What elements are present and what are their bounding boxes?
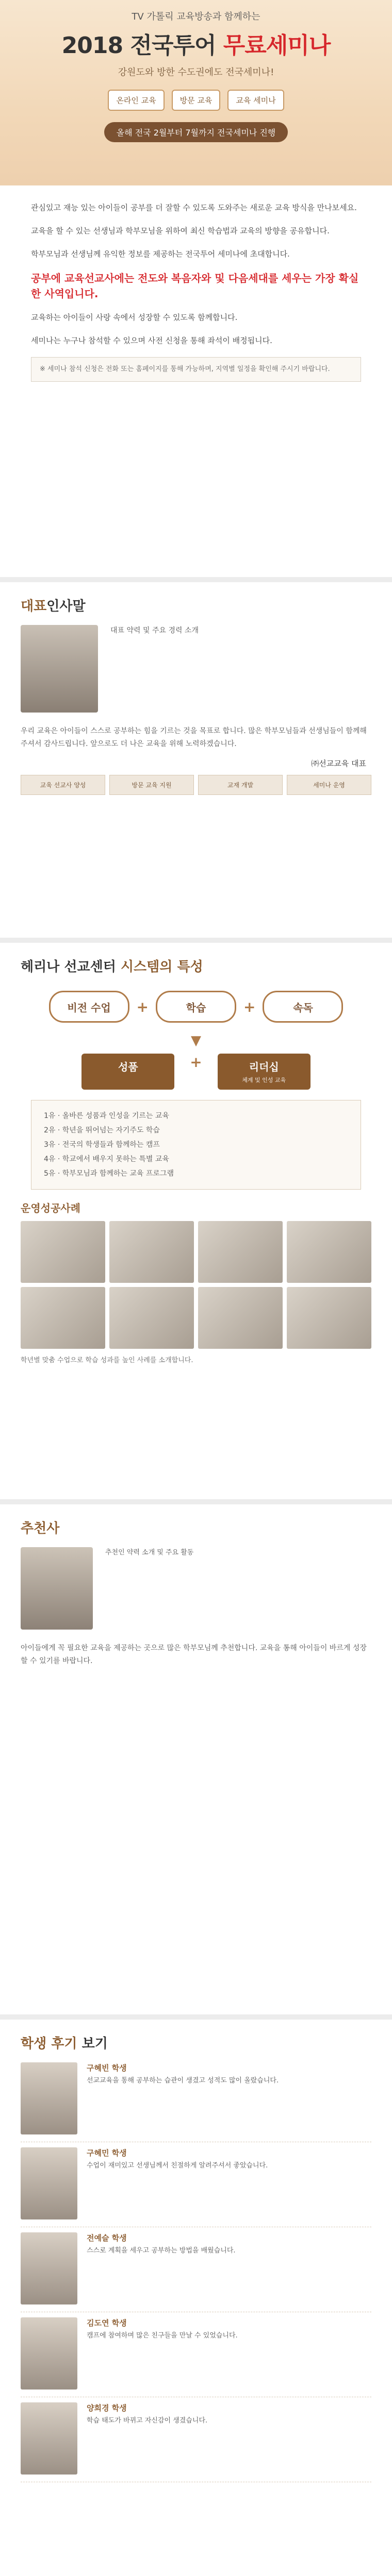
ceo-body: 우리 교육은 아이들이 스스로 공부하는 힘을 기르는 것을 목표로 합니다. 많은 학부모님들과 선생님들이 함께해 주셔서 감사드립니다. 앞으로도 더 나은 교육을 위해 노력하겠습니다. <box>21 727 367 748</box>
ceo-grid-item: 교재 개발 <box>198 775 283 795</box>
system-list-item: 5유 · 학부모님과 함께하는 교육 프로그램 <box>44 1170 174 1178</box>
system-step: 비전 수업 <box>49 991 129 1023</box>
process-photo <box>21 1287 105 1349</box>
recommendation-heading: 추천사 <box>21 1521 60 1536</box>
review-photo <box>21 2147 77 2219</box>
system-step: 학습 <box>156 991 236 1023</box>
process-photo <box>109 1287 194 1349</box>
system-step-secondary-sub: 체계 및 인성 교육 <box>242 1077 286 1083</box>
system-step-secondary-label: 성품 <box>118 1061 138 1073</box>
review-photo <box>21 2062 77 2134</box>
review-text: 선교교육을 통해 공부하는 습관이 생겼고 성적도 많이 올랐습니다. <box>87 2077 279 2084</box>
review-item <box>21 2147 371 2227</box>
intro-paragraph: 관심있고 재능 있는 아이들이 공부를 더 잘할 수 있도록 도와주는 새로운 교육 방식을 만나보세요. <box>31 203 357 212</box>
intro-section <box>0 185 392 577</box>
process-photo <box>287 1221 371 1283</box>
ceo-grid-item: 방문 교육 지원 <box>109 775 194 795</box>
process-desc: 학년별 맞춤 수업으로 학습 성과를 높인 사례를 소개합니다. <box>21 1357 193 1364</box>
ceo-row <box>0 620 392 718</box>
ceo-profile: 대표 약력 및 주요 경력 소개 <box>110 626 199 635</box>
system-section <box>0 943 392 1499</box>
ceo-heading <box>0 582 392 620</box>
system-step-secondary <box>218 1054 311 1090</box>
section-divider <box>0 2014 392 2020</box>
ceo-section <box>0 582 392 938</box>
intro-note-box: ※ 세미나 참석 신청은 전화 또는 홈페이지를 통해 가능하며, 지역별 일정을 확인해 주시기 바랍니다. <box>31 357 361 382</box>
hero-badge: 올해 전국 2월부터 7월까지 전국세미나 진행 <box>104 122 288 142</box>
process-photo <box>109 1221 194 1283</box>
reviews-heading-a: 학생 후기 <box>21 2036 77 2052</box>
arrow-down-icon: ▼ <box>191 1033 201 1048</box>
intro-paragraph: 교육하는 아이들이 사랑 속에서 성장할 수 있도록 함께합니다. <box>31 313 238 322</box>
plus-icon: + <box>243 998 256 1015</box>
ceo-heading-a: 대표 <box>21 599 47 614</box>
system-list-item: 2유 · 학년을 뛰어넘는 자기주도 학습 <box>44 1126 160 1134</box>
system-list-item: 1유 · 올바른 성품과 인성을 기르는 교육 <box>44 1112 169 1120</box>
review-item <box>21 2232 371 2312</box>
recommender-info: 추천인 약력 소개 및 주요 활동 <box>105 1549 194 1556</box>
system-step: 속독 <box>263 991 343 1023</box>
review-text: 스스로 계획을 세우고 공부하는 방법을 배웠습니다. <box>87 2247 236 2255</box>
ceo-grid <box>0 769 392 801</box>
section-divider <box>0 1499 392 1504</box>
system-step-secondary <box>81 1054 174 1090</box>
reviews-heading <box>0 2020 392 2057</box>
review-item <box>21 2062 371 2142</box>
system-step-secondary-label: 리더십 <box>249 1061 279 1073</box>
process-photo <box>198 1287 283 1349</box>
hero-subtitle: 강원도와 방한 수도권에도 전국세미나! <box>118 67 274 78</box>
hero-top-text: TV 가톨릭 교육방송과 함께하는 <box>132 11 260 22</box>
review-name: 양희경 학생 <box>87 2403 127 2413</box>
recommendation-body: 아이들에게 꼭 필요한 교육을 제공하는 곳으로 많은 학부모님께 추천합니다. 교육을 통해 아이들이 바르게 성장할 수 있기를 바랍니다. <box>21 1644 367 1665</box>
recommender-photo <box>21 1547 93 1630</box>
process-photo <box>287 1287 371 1349</box>
ceo-heading-b: 인사말 <box>46 599 86 614</box>
ceo-grid-item: 교육 선교사 양성 <box>21 775 105 795</box>
system-steps-secondary <box>0 1048 392 1100</box>
intro-highlight: 공부에 교육선교사에는 전도와 복음자와 및 다음세대를 세우는 가장 확실한 사역입니다. <box>31 272 359 300</box>
review-text: 학습 태도가 바뀌고 자신감이 생겼습니다. <box>87 2417 208 2425</box>
reviews-heading-b: 보기 <box>81 2036 108 2052</box>
review-name: 전예슬 학생 <box>87 2233 127 2243</box>
hero-title-main: 전국투어 <box>130 32 216 59</box>
hero-chips <box>0 90 392 111</box>
system-heading-a: 헤리나 선교센터 <box>21 959 116 975</box>
recommendation-section <box>0 1504 392 2014</box>
review-text: 캠프에 참여하며 많은 친구들을 만날 수 있었습니다. <box>87 2332 238 2340</box>
intro-paragraph: 학부모님과 선생님께 유익한 정보를 제공하는 전국투어 세미나에 초대합니다. <box>31 249 290 259</box>
review-text: 수업이 재미있고 선생님께서 친절하게 알려주셔서 좋았습니다. <box>87 2162 268 2170</box>
process-title: 운영성공사례 <box>21 1202 80 1214</box>
system-heading <box>0 943 392 980</box>
review-photo <box>21 2317 77 2389</box>
plus-icon: + <box>136 998 149 1015</box>
process-block <box>0 1190 392 1377</box>
ceo-signature: ㈜선교교육 대표 <box>311 759 366 768</box>
ceo-photo <box>21 625 98 713</box>
review-photo <box>21 2232 77 2304</box>
recommender-row <box>0 1542 392 1635</box>
review-photo <box>21 2402 77 2475</box>
review-name: 구혜민 학생 <box>87 2148 127 2158</box>
section-divider <box>0 577 392 582</box>
intro-paragraph: 세미나는 누구나 참석할 수 있으며 사전 신청을 통해 좌석이 배정됩니다. <box>31 336 272 345</box>
system-list <box>31 1100 361 1190</box>
system-steps <box>0 980 392 1033</box>
hero-title-red: 무료세미나 <box>223 32 331 59</box>
ceo-grid-item: 세미나 운영 <box>287 775 371 795</box>
hero-title-year: 2018 <box>61 32 123 59</box>
section-divider <box>0 938 392 943</box>
hero-banner <box>0 0 392 185</box>
system-list-item: 4유 · 학교에서 배우지 못하는 특별 교육 <box>44 1155 169 1163</box>
review-name: 김도연 학생 <box>87 2318 127 2328</box>
hero-chip: 온라인 교육 <box>108 90 164 111</box>
plus-icon: + <box>190 1054 202 1071</box>
system-list-item: 3유 · 전국의 학생들과 함께하는 캠프 <box>44 1141 160 1149</box>
intro-paragraph: 교육을 할 수 있는 선생님과 학부모님을 위하여 최신 학습법과 교육의 방향을 공유합니다. <box>31 226 330 235</box>
process-photo <box>198 1221 283 1283</box>
system-heading-b: 시스템의 특성 <box>120 959 203 975</box>
process-photos <box>21 1221 371 1349</box>
process-photo <box>21 1221 105 1283</box>
review-item <box>21 2402 371 2482</box>
reviews-section <box>0 2020 392 2576</box>
hero-chip: 방문 교육 <box>172 90 221 111</box>
hero-title <box>0 27 392 60</box>
review-name: 구혜빈 학생 <box>87 2063 127 2073</box>
hero-chip: 교육 세미나 <box>227 90 284 111</box>
review-item <box>21 2317 371 2397</box>
